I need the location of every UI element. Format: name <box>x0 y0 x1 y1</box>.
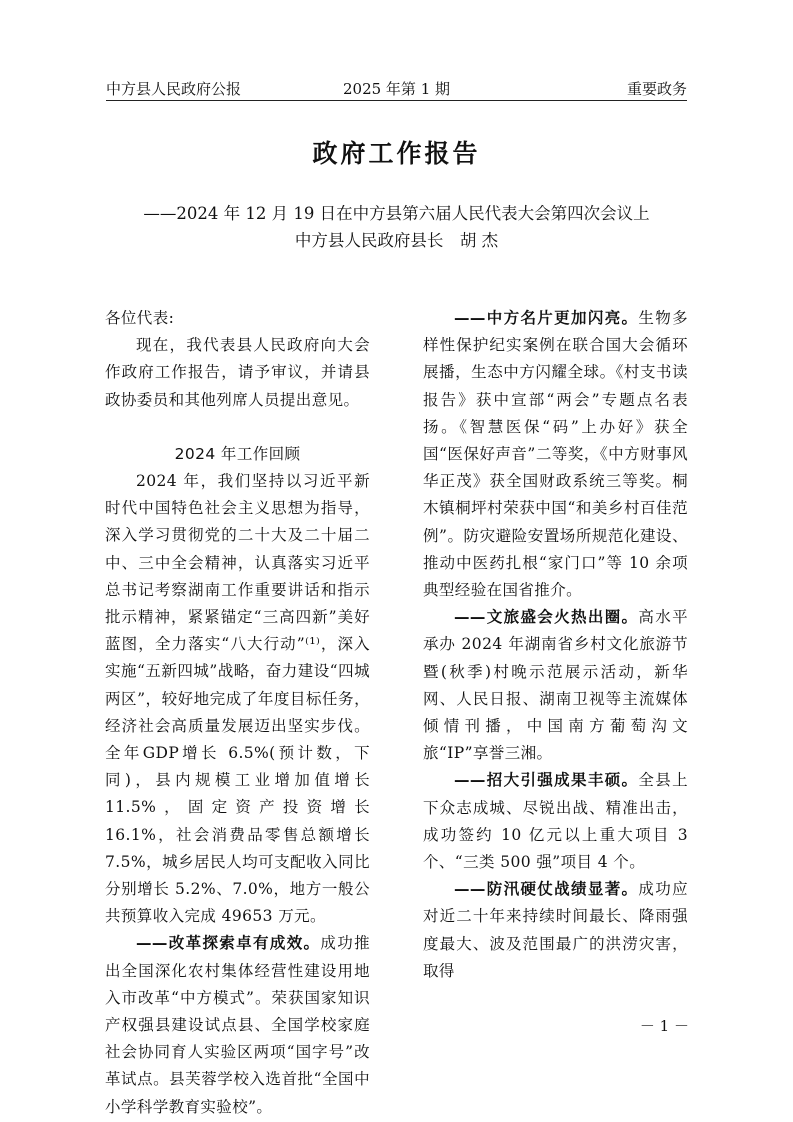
left-column <box>105 305 370 1121</box>
subtitle-speaker: 中方县人民政府县长 胡 杰 <box>294 231 499 250</box>
tourism-lead: ——文旅盛会火热出圈。 <box>454 608 639 627</box>
bulletin-name: 中方县人民政府公报 <box>106 80 242 98</box>
tourism-text: 高水平承办 2024 年湖南省乡村文化旅游节暨(秋季)村晚示范展示活动，新华网、人民日报、湖南卫视等主流媒体倾情刊播，中国南方葡萄沟文旅“IP”享誉三湘。 <box>423 608 689 763</box>
section-name: 重要政务 <box>626 80 687 98</box>
section-heading: 2024 年工作回顾 <box>174 444 301 463</box>
investment-paragraph <box>423 767 688 876</box>
report-title: 政府工作报告 <box>312 139 481 168</box>
reform-paragraph <box>105 930 370 1120</box>
investment-lead: ——招大引强成果丰硕。 <box>454 771 639 790</box>
flood-paragraph <box>423 876 688 985</box>
salutation: 各位代表: <box>105 309 175 327</box>
brand-lead: ——中方名片更加闪亮。 <box>454 309 639 327</box>
right-column <box>423 305 688 985</box>
reform-lead: ——改革探索卓有成效。 <box>136 934 321 953</box>
intro-paragraph: 现在，我代表县人民政府向大会作政府工作报告，请予审议，并请县政协委员和其他列席人员提出意见。 <box>105 336 370 409</box>
page-number: － 1 － <box>639 1017 689 1035</box>
flood-text: 成功应对近二十年来持续时间最长、降雨强度最大、波及范围最广的洪涝灾害，取得 <box>423 880 689 980</box>
report-subtitle <box>0 200 793 254</box>
brand-paragraph <box>423 305 688 604</box>
subtitle-occasion: ——2024 年 12 月 19 日在中方县第六届人民代表大会第四次会议上 <box>143 204 650 223</box>
issue-number: 2025 年第 1 期 <box>342 80 451 98</box>
overview-paragraph: 2024 年，我们坚持以习近平新时代中国特色社会主义思想为指导，深入学习贯彻党的二十大及二十届二中、三中全会精神，认真落实习近平总书记考察湖南工作重要讲话和指示批示精神，紧紧锚定“三高四新”美好蓝图，全力落实“八大行动”⁽¹⁾，深入实施“五新四城”战略，奋力建设“四城两区”，较好地完成了年度目标任务，经济社会高质量发展迈出坚实步伐。全年GDP增长 6.5%(预计数，下同)，县内规模工业增加值增长 11.5%，固定资产投资增长 16.1%，社会消费品零售总额增长 7.5%，城乡居民人均可支配收入同比分别增长 5.2%、7.0%，地方一般公共预算收入完成 49653 万元。 <box>105 472 370 926</box>
investment-text: 全县上下众志成城、尽锐出战、精准出击，成功签约 10 亿元以上重大项目 3 个、“三类 500 强”项目 4 个。 <box>423 771 689 872</box>
tourism-paragraph <box>423 604 688 767</box>
reform-text: 成功推出全国深化农村集体经营性建设用地入市改革“中方模式”。荣获国家知识产权强县建设试点县、全国学校家庭社会协同育人实验区两项“国字号”改革试点。县芙蓉学校入选首批“全国中小学科学教育实验校”。 <box>105 934 371 1116</box>
running-header <box>106 76 687 101</box>
flood-lead: ——防汛硬仗战绩显著。 <box>454 880 639 899</box>
brand-text: 生物多样性保护纪实案例在联合国大会循环展播，生态中方闪耀全球。《村支书读报告》获中宣部“两会”专题点名表扬。《智慧医保“码”上办好》获全国“医保好声音”二等奖，《中方财事风华正茂》获全国财政系统三等奖。桐木镇桐坪村荣获中国“和美乡村百佳范例”。防灾避险安置场所规范化建设、推动中医药扎根“家门口”等 10 余项典型经验在国省推介。 <box>423 309 689 600</box>
